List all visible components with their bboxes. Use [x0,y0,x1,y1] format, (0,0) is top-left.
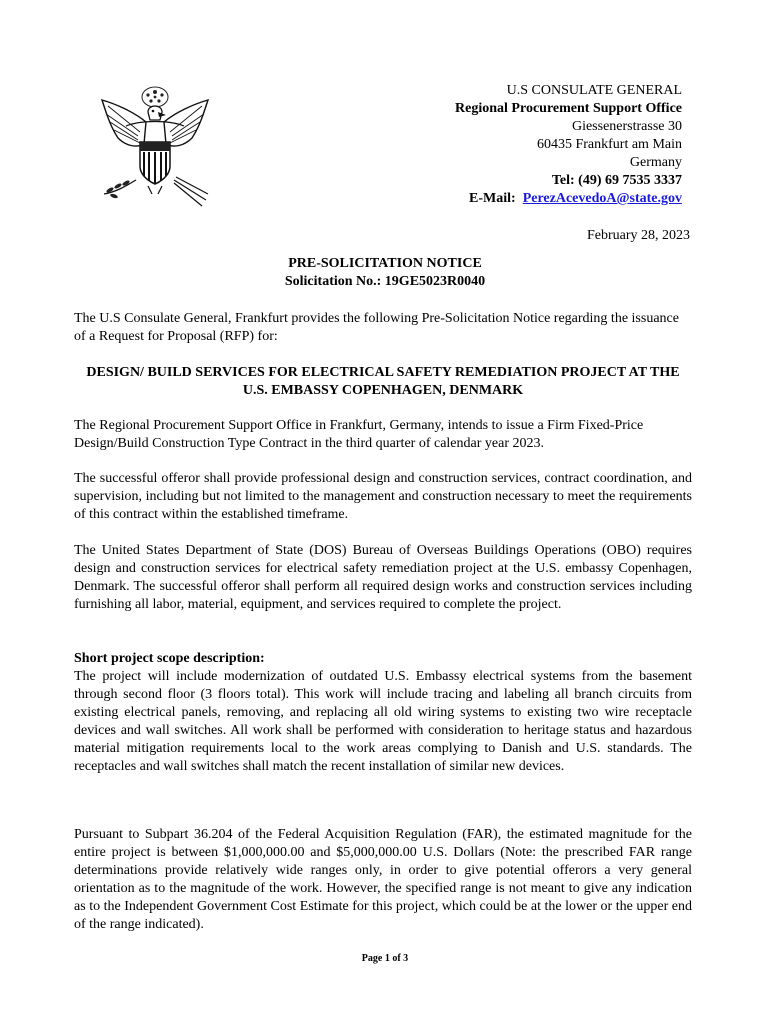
far-paragraph [74,826,692,934]
offeror-text: The successful offeror shall provide professional design and construction services, contract coordination, and supervision, including but not limited to the management and construction necessary to meet the requirements of this contract within the established timeframe. [74,471,692,522]
solicitation-number: Solicitation No.: 19GE5023R0040 [284,274,486,289]
great-seal-eagle-icon [96,82,214,210]
email-link[interactable]: PerezAcevedoA@state.gov [522,191,682,206]
far-text: Pursuant to Subpart 36.204 of the Federal Acquisition Regulation (FAR), the estimated magnitude for the entire project is between $1,000,000.00 and $5,000,000.00 U.S. Dollars (Note: the prescribed FAR range determinations provide relatively wide ranges only, in order to give potential offerors a very general orientation as to the magnitude of the work. However, the specified range is not meant to give any indication as to the Independent Government Cost Estimate for this project, which could be at the lower or the upper end of the range indicated). [74,827,692,932]
scope-text: The project will include modernization of outdated U.S. Embassy electrical systems from the basement through second floor (3 floors total). This work will include tracing and labeling all branch circuits from existing electrical panels, removing, and replacing all old wiring systems to existing two wire receptacle devices and wall switches. All work shall be performed with consideration to heritage status and hazardous material mitigation requirements local to the work areas complying to Danish and U.S. standards. The receptacles and wall switches shall match the recent installation of similar new devices. [74,669,692,774]
project-title-block [74,364,692,400]
street-address: Giessenerstrasse 30 [571,119,682,134]
office-name: Regional Procurement Support Office [455,101,682,116]
dos-paragraph [74,542,692,614]
scope-heading: Short project scope description: [74,651,265,666]
city-address: 60435 Frankfurt am Main [536,137,682,152]
intro-paragraph [74,310,692,346]
email-label: E-Mail: [469,191,516,206]
notice-title: PRE-SOLICITATION NOTICE [288,256,482,271]
page-number: Page 1 of 3 [361,953,409,964]
scope-section [74,650,692,776]
offeror-paragraph [74,470,692,524]
dos-text: The United States Department of State (DOS) Bureau of Overseas Buildings Operations (OBO) requires design and construction services for electrical safety remediation project at the U.S. embassy Copenhagen, Denmark. The successful offeror shall perform all required design works and construction services including furnishing all labor, material, equipment, and services required to complete the project. [74,543,692,612]
intent-text: The Regional Procurement Support Office in Frankfurt, Germany, intends to issue a Firm Fixed-Price Design/Build Construction Type Contract in the third quarter of calendar year 2023. [74,418,644,451]
intro-text: The U.S Consulate General, Frankfurt provides the following Pre-Solicitation Notice regarding the issuance of a Request for Proposal (RFP) for: [74,311,679,344]
letter-date: February 28, 2023 [586,228,690,243]
project-title: DESIGN/ BUILD SERVICES FOR ELECTRICAL SAFETY REMEDIATION PROJECT AT THE U.S. EMBASSY COPENHAGEN, DENMARK [86,365,680,398]
consulate-name: U.S CONSULATE GENERAL [506,83,682,98]
country: Germany [629,155,682,170]
email-line [455,190,682,208]
letterhead-address [455,82,682,208]
telephone: Tel: (49) 69 7535 3337 [551,173,682,188]
intent-paragraph [74,417,692,453]
notice-heading [0,255,770,291]
